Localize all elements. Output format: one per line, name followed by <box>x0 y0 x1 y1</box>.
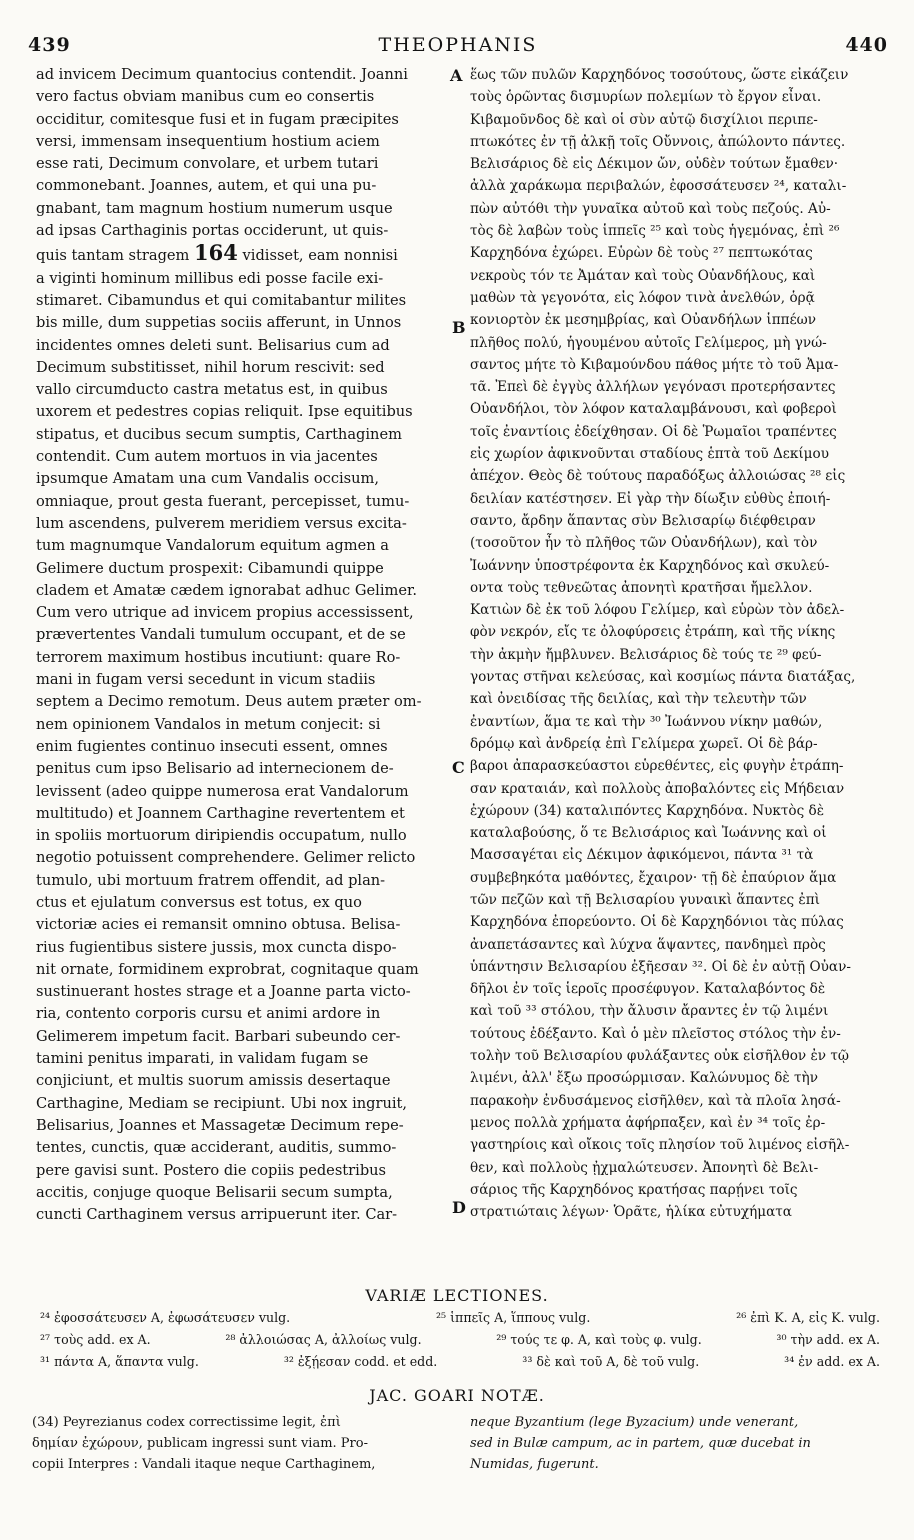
greek-text-line: Βελισάριος δὲ εἰς Δέκιμον ὤν, οὐδὲν τούτων ἔμαθεν· <box>470 156 839 173</box>
greek-text-line: κονιορτὸν ἐκ μεσημβρίας, καὶ Οὐανδήλων ἱππέων <box>470 312 816 329</box>
greek-text-line: οντα τοὺς τεθνεῶτας ἀπονητὶ κρατῆσαι ἤμελλον. <box>470 579 813 596</box>
latin-text-line: uxorem et pedestres copias reliquit. Ipse equitibus <box>36 403 413 421</box>
greek-text-line: μαθὼν τὰ γεγονότα, εἰς λόφον τινὰ ἀνελθών, ὁρᾷ <box>470 289 815 306</box>
latin-text-line: ad invicem Decimum quantocius contendit. Joanni <box>36 66 408 83</box>
latin-text-line: levissent (adeo quippe numerosa erat Vandalorum <box>36 782 409 800</box>
latin-text-line: lum ascendens, pulverem meridiem versus excita- <box>36 514 407 532</box>
variant-row <box>40 1310 880 1325</box>
latin-text-line: cladem et Amatæ cædem ignorabat adhuc Gelimer. <box>36 581 417 599</box>
latin-text-line: a viginti hominum millibus edi posse facile exi- <box>36 269 384 287</box>
goar-notes-right <box>470 1412 890 1475</box>
latin-text-line: victoriæ acies ei remansit omnino obtusa. Belisa- <box>36 916 401 934</box>
greek-text-line: ἀπέχον. Θεὸς δὲ τούτους παραδόξως ἀλλοιώσας ²⁸ εἰς <box>470 468 846 485</box>
greek-text-line: καὶ τοῦ ³³ στόλου, τὴν ἄλυσιν ἄραντες ἐν τῷ λιμένι <box>470 1003 829 1020</box>
variant-reading: ³⁰ τὴν add. ex A. <box>776 1332 880 1347</box>
greek-text-line: τοῖς ἐναντίοις ἐδείχθησαν. Οἱ δὲ Ῥωμαῖοι τραπέντες <box>470 423 837 440</box>
latin-text-line: esse rati, Decimum convolare, et urbem tutari <box>36 155 379 173</box>
greek-text-line: ὑπάντησιν Βελισαρίου ἐξῆεσαν ³². Οἱ δὲ ἐν αὐτῇ Οὐαν- <box>470 958 851 975</box>
latin-text-line: mani in fugam versi secedunt in vicum stadiis <box>36 671 376 689</box>
variae-lectiones-heading: VARIÆ LECTIONES. <box>365 1286 549 1305</box>
latin-text-line: Decimum substitisset, nihil horum rescivit: sed <box>36 358 385 376</box>
greek-text-line: ἀλλὰ χαράκωμα περιβαλών, ἐφοσσάτευσεν ²⁴, καταλι- <box>470 178 847 195</box>
latin-text-line: tamini penitus imparati, in validam fugam se <box>36 1050 369 1068</box>
greek-text-line: ἐναντίων, ἅμα τε καὶ τὴν ³⁰ Ἰωάννου νίκην μαθών, <box>470 713 823 730</box>
running-title: THEOPHANIS <box>378 34 538 56</box>
latin-text-line: contendit. Cum autem mortuos in via jacentes <box>36 448 378 466</box>
latin-text-line: incidentes omnes deleti sunt. Belisarius cum ad <box>36 336 390 354</box>
greek-text-line: εἰς χωρίον ἀφικνοῦνται σταδίους ἑπτὰ τοῦ Δεκίμου <box>470 446 829 463</box>
greek-text-line: σαν κραταιάν, καὶ πολλοὺς ἀποβαλόντες εἰς Μήδειαν <box>470 780 845 797</box>
latin-text-line: stimaret. Cibamundus et qui comitabantur milites <box>36 291 407 309</box>
greek-text-line: ἐχώρουν (34) καταλιπόντες Καρχηδόνα. Νυκτὸς δὲ <box>470 802 825 819</box>
goar-note-line: sed in Bulæ campum, ac in partem, quæ ducebat in <box>470 1436 811 1451</box>
latin-text-line: multitudo) et Joannem Carthagine revertentem et <box>36 804 405 822</box>
variant-reading: ²⁶ ἐπὶ K. A, εἰς K. vulg. <box>736 1310 880 1325</box>
latin-text-line: cuncti Carthaginem versus arripuerunt iter. Car- <box>36 1206 398 1224</box>
latin-text-line: tum magnumque Vandalorum equitum agmen a <box>36 537 389 555</box>
greek-text-line: θεν, καὶ πολλοὺς ᾐχμαλώτευσεν. Ἀπονητὶ δὲ Βελι- <box>470 1159 819 1176</box>
latin-text-line: accitis, conjuge quoque Belisarii secum sumpta, <box>36 1183 393 1201</box>
greek-text-line: στρατιώταις λέγων· Ὁρᾶτε, ἡλίκα εὐτυχήματα <box>470 1204 792 1221</box>
variant-reading: ²⁹ τούς τε φ. A, καὶ τοὺς φ. vulg. <box>496 1332 702 1347</box>
greek-text-line: Καρχηδόνα ἐχώρει. Εὑρὼν δὲ τοὺς ²⁷ πεπτωκότας <box>470 245 813 262</box>
latin-text-line: stipatus, et ducibus secum sumptis, Carthaginem <box>36 425 402 443</box>
greek-text-line: γοντας στῆναι κελεύσας, καὶ κοσμίως πάντα διατάξας, <box>470 669 856 686</box>
latin-text-line: prævertentes Vandali tumulum occupant, et de se <box>36 626 406 644</box>
section-marker-a: A <box>450 66 463 85</box>
latin-text-line: vero factus obviam manibus cum eo consertis <box>36 88 375 106</box>
variant-reading: ³² ἐξῄεσαν codd. et edd. <box>283 1354 438 1369</box>
section-marker-d: D <box>452 1198 466 1217</box>
greek-text-line: μενος πολλὰ χρήματα ἀφήρπαξεν, καὶ ἐν ³⁴ τοῖς ἐρ- <box>470 1114 826 1131</box>
goar-notes-heading: JAC. GOARI NOTÆ. <box>369 1386 545 1405</box>
latin-text-line: Belisarius, Joannes et Massagetæ Decimum repe- <box>36 1116 404 1134</box>
goar-note-line: Numidas, fugerunt. <box>470 1457 599 1472</box>
latin-column <box>36 64 446 1226</box>
latin-text-line: vallo circumducto castra metatus est, in quibus <box>36 381 388 399</box>
goar-note-line: δημίαν ἐχώρουν, publicam ingressi sunt viam. Pro- <box>32 1436 368 1451</box>
greek-text-line: Κατιὼν δὲ ἐκ τοῦ λόφου Γελίμερ, καὶ εὑρὼν τὸν ἀδελ- <box>470 602 845 619</box>
running-header <box>28 34 888 64</box>
variant-reading: ²⁸ ἀλλοιώσας A, ἀλλοίως vulg. <box>225 1332 422 1347</box>
page-number-right: 440 <box>845 34 888 56</box>
greek-text-line: Καρχηδόνα ἐπορεύοντο. Οἱ δὲ Καρχηδόνιοι τὰς πύλας <box>470 914 844 931</box>
goar-notes-left <box>32 1412 452 1475</box>
greek-text-line: Μασσαγέται εἰς Δέκιμον ἀφικόμενοι, πάντα ³¹ τὰ <box>470 847 814 864</box>
greek-text-line: (τοσοῦτον ἦν τὸ πλῆθος τῶν Οὐανδήλων), καὶ τὸν <box>470 535 818 552</box>
goar-note-line: copii Interpres : Vandali itaque neque Carthaginem, <box>32 1457 376 1472</box>
latin-text-line: Gelimere ductum prospexit: Cibamundi quippe <box>36 559 384 577</box>
greek-text-line: τὸς δὲ λαβὼν τοὺς ἱππεῖς ²⁵ καὶ τοὺς ἡγεμόνας, ἐπὶ ²⁶ <box>470 223 840 240</box>
latin-text-line: ad ipsas Carthaginis portas occiderunt, ut quis- <box>36 222 389 240</box>
greek-text-line: τοὺς ὁρῶντας δισμυρίων πολεμίων τὸ ἔργον εἶναι. <box>470 89 822 106</box>
goar-note-line: neque Byzantium (lege Byzacium) unde venerant, <box>470 1415 799 1430</box>
latin-text-fragment: vidisset, eam nonnisi <box>242 247 398 265</box>
greek-text-line: συμβεβηκότα μαθόντες, ἔχαιρον· τῇ δὲ ἐπαύριον ἅμα <box>470 869 837 886</box>
greek-text-line: σαντο, ἄρδην ἅπαντας σὺν Βελισαρίῳ διέφθειραν <box>470 512 816 529</box>
greek-text-line: σάριος τῆς Καρχηδόνος κρατήσας παρῄνει τοῖς <box>470 1181 798 1198</box>
variant-reading: ²⁴ ἐφοσσάτευσεν A, ἐφωσάτευσεν vulg. <box>40 1310 291 1325</box>
greek-text-line: τῶν πεζῶν καὶ τῇ Βελισαρίου γυναικὶ ἅπαντες ἐπὶ <box>470 891 820 908</box>
latin-text-line: negotio potuissent comprehendere. Gelimer relicto <box>36 849 416 867</box>
greek-text-line: τᾶ. Ἐπεὶ δὲ ἐγγὺς ἀλλήλων γεγόνασι προτερήσαντες <box>470 379 836 396</box>
greek-text-line: καταλαβούσης, ὅ τε Βελισάριος καὶ Ἰωάννης καὶ οἱ <box>470 825 827 842</box>
latin-text-line: penitus cum ipso Belisario ad internecionem de- <box>36 760 394 778</box>
greek-text-line: Ἰωάννην ὑποστρέφοντα ἐκ Καρχηδόνος καὶ σκυλεύ- <box>470 557 830 574</box>
latin-text-line: sustinuerant hostes strage et a Joanne parta victo- <box>36 983 411 1001</box>
latin-text-line: septem a Decimo remotum. Deus autem præter om- <box>36 693 422 711</box>
greek-text-line: ἀναπετάσαντες καὶ λύχνα ἅψαντες, πανδημεὶ πρὸς <box>470 936 826 953</box>
greek-text-line: γαστηρίοις καὶ οἴκοις τοῖς πλησίον τοῦ λιμένος εἰσῆλ- <box>470 1137 850 1154</box>
latin-text-line: nit ornate, formidinem exprobrat, cognitaque quam <box>36 960 419 978</box>
latin-text-line: tumulo, ubi mortuum fratrem offendit, ad plan- <box>36 871 386 889</box>
greek-text-line: βαροι ἀπαρασκεύαστοι εὑρεθέντες, εἰς φυγὴν ἐτράπη- <box>470 758 844 775</box>
latin-text-line: bis mille, dum suppetias sociis afferunt, in Unnos <box>36 314 402 332</box>
greek-text-line: λιμένι, ἀλλ' ἔξω προσώρμισαν. Καλώνυμος δὲ τὴν <box>470 1070 818 1087</box>
greek-text-line: Οὐανδήλοι, τὸν λόφον καταλαμβάνουσι, καὶ φοβεροὶ <box>470 401 837 418</box>
latin-text-fragment: quis tantam stragem <box>36 247 190 265</box>
greek-text-line: δῆλοι ἐν τοῖς ἱεροῖς προσέφυγον. Καταλαβόντος δὲ <box>470 981 826 998</box>
section-marker-c: C <box>452 758 465 777</box>
latin-text-line: ipsumque Amatam una cum Vandalis occisum, <box>36 470 380 488</box>
goar-note-line: (34) Peyrezianus codex correctissime legit, ἐπὶ <box>32 1415 341 1430</box>
latin-text-line <box>36 242 446 267</box>
greek-text-line: πὼν αὐτόθι τὴν γυναῖκα αὐτοῦ καὶ τοὺς πεζούς. Αὐ- <box>470 200 831 217</box>
greek-column <box>470 64 882 1223</box>
variant-reading: ²⁵ ἱππεῖς A, ἵππους vulg. <box>436 1310 591 1325</box>
page-number-left: 439 <box>28 34 71 56</box>
latin-text-line: omniaque, prout gesta fuerant, percepisset, tumu- <box>36 492 410 510</box>
greek-text-line: σαντος μήτε τὸ Κιβαμούνδου πάθος μήτε τὸ τοῦ Ἀμα- <box>470 356 839 373</box>
variant-reading: ³⁴ ἐν add. ex A. <box>784 1354 880 1369</box>
greek-text-line: παρακοὴν ἐνδυσάμενος εἰσῆλθεν, καὶ τὰ πλοῖα λησά- <box>470 1092 841 1109</box>
greek-text-line: φὸν νεκρόν, εἴς τε ὀλοφύρσεις ἐτράπη, καὶ τῆς νίκης <box>470 624 836 641</box>
variant-reading: ³¹ πάντα A, ἅπαντα vulg. <box>40 1354 199 1369</box>
greek-text-line: πτωκότες ἐν τῇ ἀλκῇ τοῖς Οὔννοις, ἀπώλοντο πάντες. <box>470 133 846 150</box>
inline-folio-number: 164 <box>194 242 238 266</box>
section-marker-b: B <box>452 318 466 337</box>
latin-text-line: rius fugientibus sistere jussis, mox cuncta dispo- <box>36 938 397 956</box>
latin-text-line: terrorem maximum hostibus incutiunt: quare Ro- <box>36 648 401 666</box>
greek-text-line: τὴν ἀκμὴν ἤμβλυνεν. Βελισάριος δὲ τούς τε ²⁹ φεύ- <box>470 646 822 663</box>
variant-reading: ²⁷ τοὺς add. ex A. <box>40 1332 151 1347</box>
latin-text-line: conjiciunt, et multis suorum amissis desertaque <box>36 1072 391 1090</box>
latin-text-line: ctus et ejulatum conversus est totus, ex quo <box>36 893 362 911</box>
greek-text-line: πλῆθος πολύ, ἡγουμένου αὐτοῖς Γελίμερος, μὴ γνώ- <box>470 334 827 351</box>
latin-text-line: tentes, cunctis, quæ acciderant, auditis, summo- <box>36 1139 397 1157</box>
greek-text-line: καὶ ὀνειδίσας τῆς δειλίας, καὶ τὴν τελευτὴν τῶν <box>470 691 807 708</box>
latin-text-line: commonebant. Joannes, autem, et qui una pu- <box>36 177 377 195</box>
greek-text-line: δειλίαν κατέστησεν. Εἰ γὰρ τὴν δίωξιν εὐθὺς ἐποιή- <box>470 490 831 507</box>
greek-text-line: νεκροὺς τόν τε Ἀμάταν καὶ τοὺς Οὐανδήλους, καὶ <box>470 267 816 284</box>
latin-text-line: gnabant, tam magnum hostium numerum usque <box>36 199 393 217</box>
latin-text-line: in spoliis mortuorum diripiendis occupatum, nullo <box>36 827 407 845</box>
latin-text-line: nem opinionem Vandalos in metum conjecit: si <box>36 715 381 733</box>
greek-text-line: τούτους ἐδέξαντο. Καὶ ὁ μὲν πλεῖστος στόλος τὴν ἐν- <box>470 1025 841 1042</box>
greek-text-line: Κιβαμοῦνδος δὲ καὶ οἱ σὺν αὐτῷ δισχίλιοι περιπε- <box>470 111 818 128</box>
variant-row <box>40 1354 880 1369</box>
latin-text-line: Carthagine, Mediam se recipiunt. Ubi nox ingruit, <box>36 1094 408 1112</box>
latin-text-line: ria, contento corporis cursu et animi ardore in <box>36 1005 381 1023</box>
latin-text-line: Cum vero utrique ad invicem propius accessissent, <box>36 604 414 622</box>
greek-text-line: τολὴν τοῦ Βελισαρίου φυλάξαντες οὐκ εἰσῆλθον ἐν τῷ <box>470 1048 849 1065</box>
greek-text-line: δρόμῳ καὶ ἀνδρείᾳ ἐπὶ Γελίμερα χωρεῖ. Οἱ δὲ βάρ- <box>470 735 818 752</box>
latin-text-line: occiditur, comitesque fusi et in fugam præcipites <box>36 110 399 128</box>
variant-row <box>40 1332 880 1347</box>
latin-text-line: pere gavisi sunt. Postero die copiis pedestribus <box>36 1161 387 1179</box>
latin-text-line: Gelimerem impetum facit. Barbari subeundo cer- <box>36 1027 401 1045</box>
variant-reading: ³³ δὲ καὶ τοῦ A, δὲ τοῦ vulg. <box>522 1354 700 1369</box>
latin-text-line: enim fugientes continuo insecuti essent, omnes <box>36 737 388 755</box>
greek-text-line: ἕως τῶν πυλῶν Καρχηδόνος τοσούτους, ὥστε εἰκάζειν <box>470 67 849 83</box>
latin-text-line: versi, immensam insequentium hostium aciem <box>36 132 380 150</box>
